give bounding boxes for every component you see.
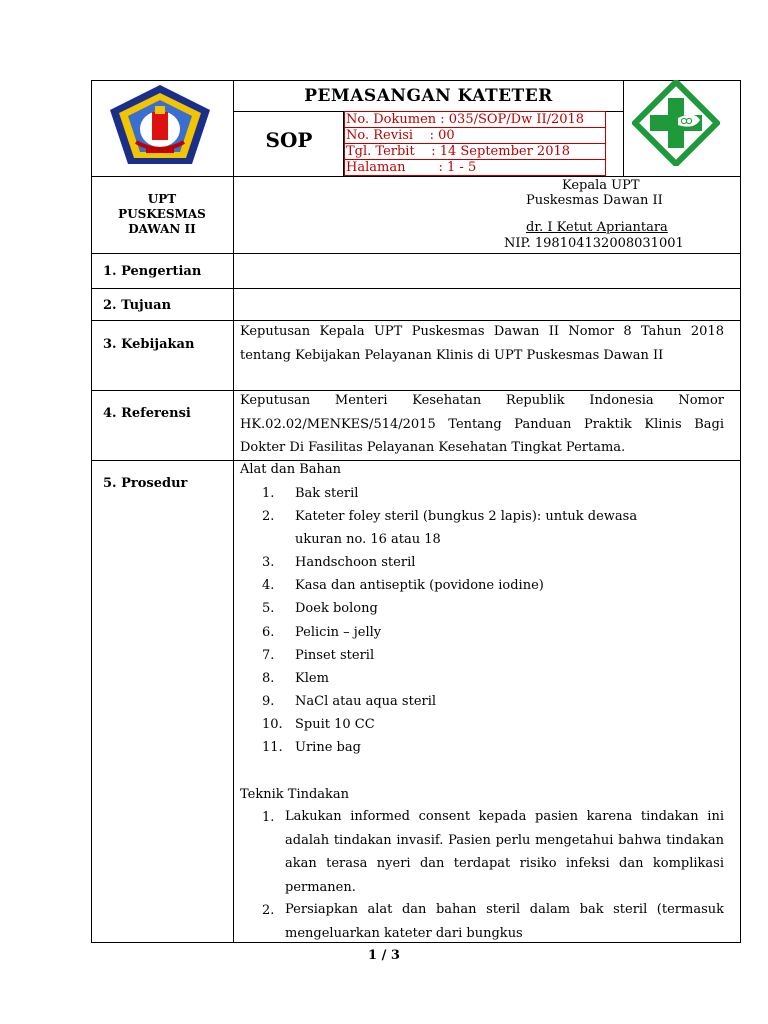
list-item-number: 5. bbox=[262, 601, 275, 616]
teknik-step-2: Persiapkan alat dan bahan steril dalam bak steril (termasuk mengeluarkan kateter dari bungkus bbox=[285, 902, 724, 941]
list-item-continuation: ukuran no. 16 atau 18 bbox=[295, 532, 441, 547]
teknik-tindakan-title: Teknik Tindakan bbox=[240, 787, 350, 802]
list-item-number: 7. bbox=[262, 648, 275, 663]
head-title-2: Puskesmas Dawan II bbox=[526, 193, 663, 208]
alat-bahan-title: Alat dan Bahan bbox=[240, 462, 342, 477]
list-item: Kasa dan antiseptik (povidone iodine) bbox=[295, 578, 544, 593]
section-referensi-label: 4. Referensi bbox=[103, 406, 191, 421]
list-item-number: 6. bbox=[262, 625, 275, 640]
section-pengertian-label: 1. Pengertian bbox=[103, 264, 202, 279]
page-count: Halaman : 1 - 5 bbox=[346, 160, 477, 175]
list-item: Handschoon steril bbox=[295, 555, 416, 570]
section-tujuan-label: 2. Tujuan bbox=[103, 298, 172, 313]
bali-emblem-icon bbox=[106, 82, 214, 168]
teknik-step-number: 2. bbox=[262, 903, 275, 918]
head-title-1: Kepala UPT bbox=[562, 178, 640, 193]
list-item: Doek bolong bbox=[295, 601, 378, 616]
org-line-3: DAWAN II bbox=[128, 222, 196, 236]
teknik-step-1: Lakukan informed consent kepada pasien karena tindakan ini adalah tindakan invasif. Pasien perlu mengetahui bahwa tindakan akan terasa nyeri dan terdapat risiko infeksi dan komplikasi permanen. bbox=[285, 809, 724, 895]
puskesmas-logo-icon bbox=[632, 80, 720, 166]
list-item-number: 8. bbox=[262, 671, 275, 686]
org-line-1: UPT bbox=[147, 192, 177, 206]
list-item-number: 2. bbox=[262, 509, 275, 524]
issue-date: Tgl. Terbit : 14 September 2018 bbox=[346, 144, 571, 159]
list-item: Spuit 10 CC bbox=[295, 717, 375, 732]
referensi-text: Keputusan Menteri Kesehatan Republik Indonesia Nomor HK.02.02/MENKES/514/2015 Tentang Panduan Praktik Klinis Bagi Dokter Di Fasilitas Pelayanan Kesehatan Tingkat Pertama. bbox=[240, 393, 724, 455]
list-item: NaCl atau aqua steril bbox=[295, 694, 437, 709]
list-item-number: 9. bbox=[262, 694, 275, 709]
list-item: Pinset steril bbox=[295, 648, 375, 663]
sop-label: SOP bbox=[265, 128, 313, 152]
section-kebijakan-label: 3. Kebijakan bbox=[103, 337, 195, 352]
list-item-number: 10. bbox=[262, 717, 283, 732]
document-number: No. Dokumen : 035/SOP/Dw II/2018 bbox=[346, 112, 585, 127]
list-item: Urine bag bbox=[295, 740, 361, 755]
list-item-number: 11. bbox=[262, 740, 283, 755]
head-nip: NIP. 198104132008031001 bbox=[504, 236, 684, 251]
page-number: 1 / 3 bbox=[368, 948, 400, 963]
document-title: PEMASANGAN KATETER bbox=[304, 86, 553, 106]
list-item: Pelicin – jelly bbox=[295, 625, 382, 640]
list-item: Kateter foley steril (bungkus 2 lapis): untuk dewasa bbox=[295, 509, 638, 524]
head-name: dr. I Ketut Apriantara bbox=[526, 220, 668, 235]
revision-number: No. Revisi : 00 bbox=[346, 128, 455, 143]
kebijakan-text: Keputusan Kepala UPT Puskesmas Dawan II Nomor 8 Tahun 2018 tentang Kebijakan Pelayanan Klinis di UPT Puskesmas Dawan II bbox=[240, 324, 724, 363]
org-line-2: PUSKESMAS bbox=[118, 207, 206, 221]
organization-name bbox=[91, 192, 233, 237]
list-item: Bak steril bbox=[295, 486, 359, 501]
list-item-number: 3. bbox=[262, 555, 275, 570]
section-prosedur-label: 5. Prosedur bbox=[103, 476, 188, 491]
list-item-number: 4. bbox=[262, 578, 275, 593]
teknik-step-number: 1. bbox=[262, 810, 275, 825]
list-item-number: 1. bbox=[262, 486, 275, 501]
list-item: Klem bbox=[295, 671, 329, 686]
